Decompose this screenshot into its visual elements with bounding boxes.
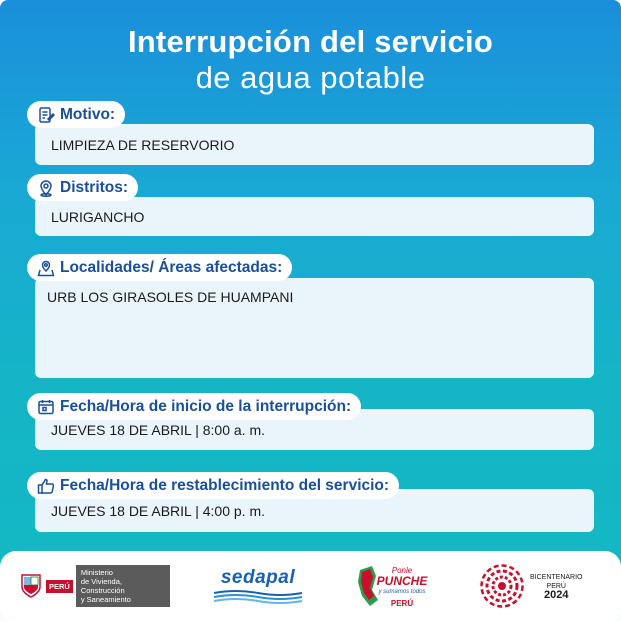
location-pin-icon xyxy=(37,179,55,197)
bicentenario-emblem-icon xyxy=(480,564,524,608)
ministerio-line3: y Saneamiento xyxy=(80,595,131,604)
bicentenario-year: 2024 xyxy=(544,588,569,601)
peru-word: PERÚ xyxy=(390,599,414,608)
inicio-label-pill xyxy=(27,393,361,420)
page-title: Interrupción del servicio xyxy=(127,24,494,59)
ponle-punche-text xyxy=(374,565,430,609)
sedapal-waves-icon xyxy=(212,589,304,605)
motivo-label: Motivo: xyxy=(60,105,116,123)
page-subtitle: de agua potable xyxy=(195,60,426,95)
distritos-label: Distritos: xyxy=(60,178,129,196)
restablecimiento-label: Fecha/Hora de restablecimiento del servicio: xyxy=(60,476,390,494)
inicio-value: JUEVES 18 DE ABRIL | 8:00 a. m. xyxy=(51,421,265,438)
inicio-label: Fecha/Hora de inicio de la interrupción: xyxy=(60,397,352,415)
bicentenario-text xyxy=(530,573,583,600)
thumbs-up-icon xyxy=(37,477,55,495)
peru-shield-icon xyxy=(20,573,42,599)
ponle-punche-logo xyxy=(352,551,430,621)
restablecimiento-label-pill xyxy=(27,472,399,499)
bicentenario-line2: PERÚ xyxy=(546,582,566,590)
bicentenario-logo xyxy=(480,551,583,621)
localidades-label-pill xyxy=(27,254,292,281)
ministerio-line1: Ministerio xyxy=(80,568,113,577)
distritos-value-box xyxy=(35,197,594,236)
distritos-value: LURIGANCHO xyxy=(51,208,145,225)
bicentenario-line1: BICENTENARIO xyxy=(530,573,583,581)
sumamos-line: y sumamos todos xyxy=(378,589,426,595)
footer-logos xyxy=(0,551,621,621)
map-pin-icon xyxy=(37,259,55,277)
localidades-label: Localidades/ Áreas afectadas: xyxy=(60,258,283,276)
punche-word: PUNCHE xyxy=(376,574,428,588)
document-edit-icon xyxy=(37,106,55,124)
ministerio-logo xyxy=(20,551,170,621)
calendar-icon xyxy=(37,398,55,416)
motivo-value: LIMPIEZA DE RESERVORIO xyxy=(51,136,235,153)
motivo-value-box xyxy=(35,124,594,165)
peru-label: PERÚ xyxy=(46,580,73,593)
distritos-label-pill xyxy=(27,174,138,201)
restablecimiento-value: JUEVES 18 DE ABRIL | 4:00 p. m. xyxy=(51,502,265,519)
ponle-word: Ponle xyxy=(391,566,413,575)
sedapal-logo xyxy=(212,551,304,621)
ministerio-name-block xyxy=(76,565,170,607)
localidades-value-box xyxy=(35,278,594,378)
motivo-label-pill xyxy=(27,101,125,128)
ministerio-line2: de Vivienda, Construcción xyxy=(80,577,125,595)
localidades-value: URB LOS GIRASOLES DE HUAMPANI xyxy=(47,289,294,305)
sedapal-name: sedapal xyxy=(220,567,296,588)
